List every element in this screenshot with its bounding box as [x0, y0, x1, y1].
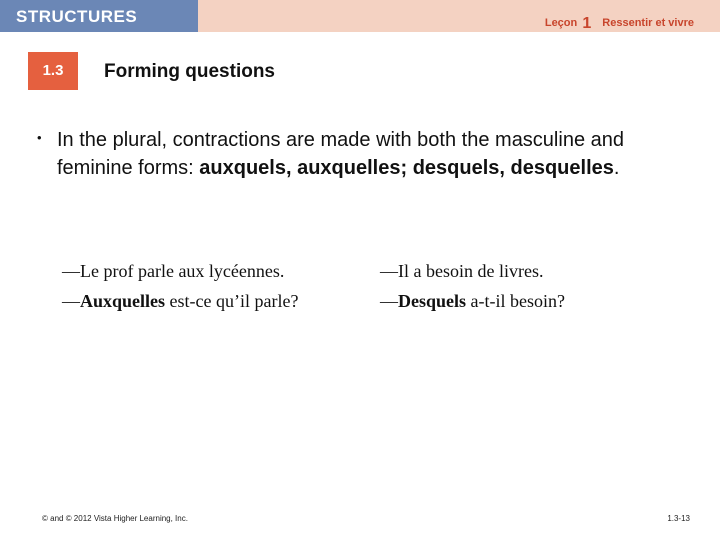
header-bar — [0, 0, 720, 32]
header-brand-panel — [0, 0, 198, 32]
lesson-title: Ressentir et vivre — [602, 17, 694, 29]
bullet-bold-2: desquels, desquelles — [412, 157, 614, 179]
brand-title: STRUCTURES — [16, 7, 138, 26]
bullet-icon: • — [37, 130, 42, 145]
bullet-text — [57, 126, 677, 182]
example-right-dash: — — [380, 291, 398, 311]
example-right-line-1: —Il a besoin de livres. — [380, 261, 544, 281]
example-left-dash: — — [62, 291, 80, 311]
section-number-badge: 1.3 — [28, 52, 78, 90]
example-right-bold: Desquels — [398, 291, 467, 311]
bullet-text-start: In the plural, contractions are made with both the masculine and feminine forms: — [57, 129, 624, 179]
example-left-line-1: —Le prof parle aux lycéennes. — [62, 261, 285, 281]
copyright-notice: © and © 2012 Vista Higher Learning, Inc. — [42, 514, 188, 523]
lesson-number: 1 — [582, 15, 592, 32]
bullet-text-end: . — [613, 157, 620, 179]
example-left — [62, 256, 298, 316]
bullet-bold-1: auxquels, auxquelles; — [199, 157, 408, 179]
example-left-rest: est-ce qu’il parle? — [165, 291, 299, 311]
lesson-word: Leçon — [544, 17, 578, 29]
lesson-label — [545, 13, 694, 31]
example-right-line-2 — [380, 286, 565, 316]
page-number: 1.3-13 — [667, 514, 690, 523]
example-left-bold: Auxquelles — [80, 291, 166, 311]
example-left-line-2 — [62, 286, 298, 316]
example-right-rest: a-t-il besoin? — [466, 291, 565, 311]
example-right — [380, 256, 565, 316]
section-title: Forming questions — [104, 61, 275, 82]
